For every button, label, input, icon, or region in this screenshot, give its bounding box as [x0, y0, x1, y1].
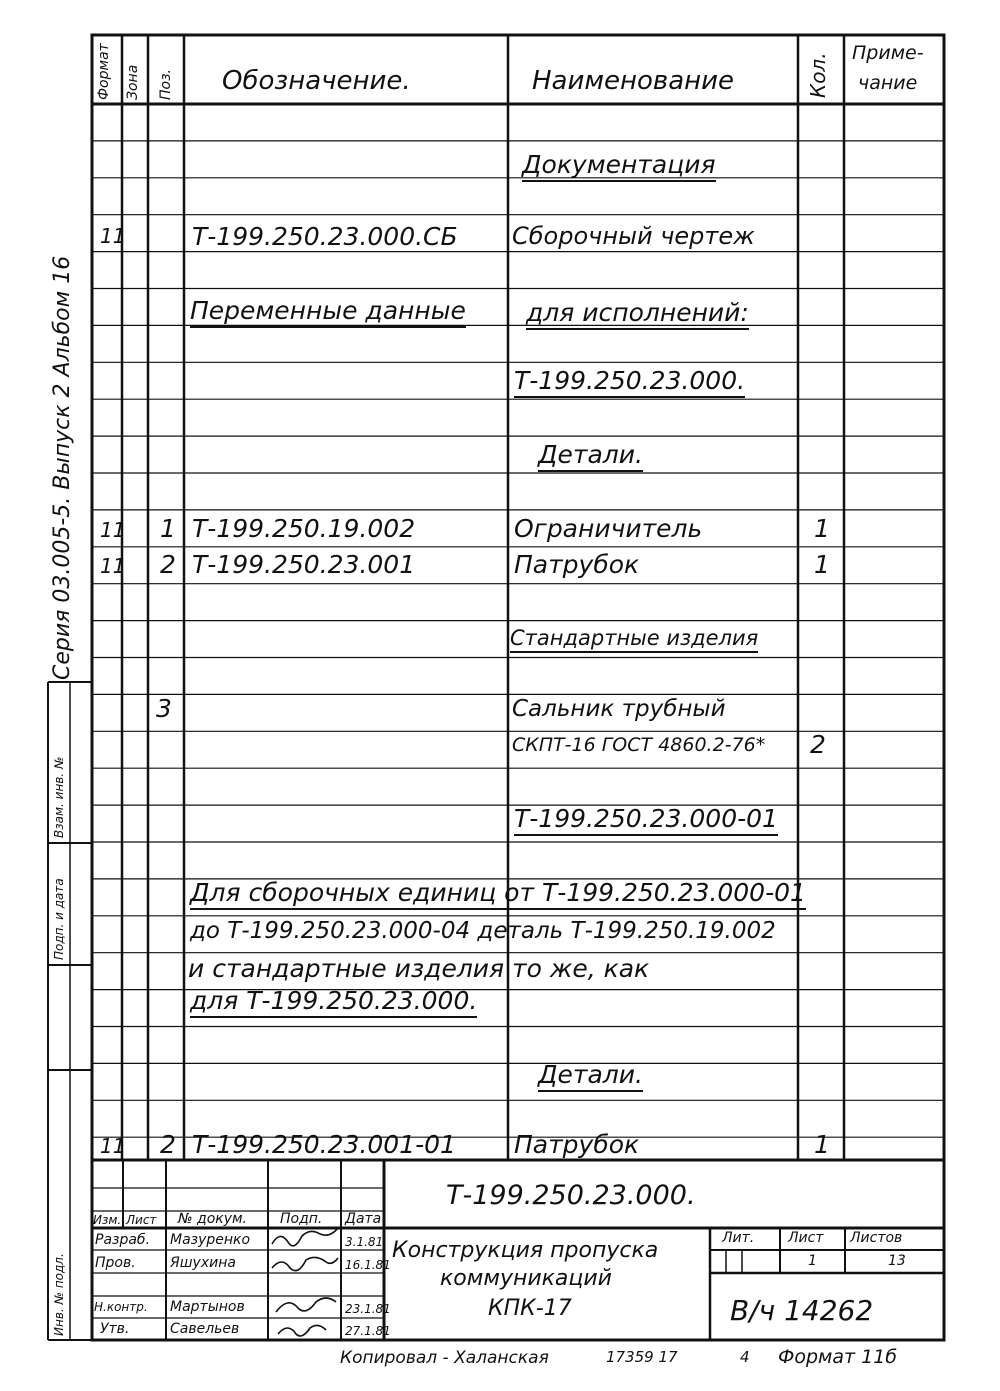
tb-col-date: Дата — [345, 1211, 382, 1227]
tb-col-doc: № докум. — [178, 1211, 248, 1227]
organization-code: В/ч 14262 — [730, 1294, 874, 1327]
last-format: 11 — [100, 1134, 126, 1158]
tb-name-nk: Мартынов — [170, 1299, 245, 1315]
p2-designation: Т-199.250.23.001 — [192, 550, 416, 579]
documentation-heading: Документация — [522, 150, 716, 182]
tb-sheets-label: Листов — [850, 1230, 903, 1246]
tb-role-dev: Разраб. — [95, 1232, 151, 1248]
header-pos: Поз. — [158, 69, 174, 100]
s3-name-2: СКПТ-16 ГОСТ 4860.2-76* — [512, 734, 766, 756]
last-name: Патрубок — [514, 1130, 640, 1159]
footer-num: 17359 17 — [606, 1348, 678, 1366]
tb-lit-label: Лит. — [722, 1230, 755, 1246]
p2-name: Патрубок — [514, 550, 640, 579]
r1-name: Сборочный чертеж — [512, 222, 755, 250]
header-name: Наименование — [532, 66, 735, 96]
p1-qty: 1 — [814, 514, 830, 543]
tb-date-chk: 16.1.81 — [345, 1258, 391, 1272]
tb-name-chk: Яшухина — [170, 1255, 236, 1271]
r1-designation: Т-199.250.23.000.СБ — [192, 222, 458, 251]
product-line-2: коммуникаций — [440, 1266, 612, 1291]
p1-pos: 1 — [160, 514, 176, 543]
parts-heading-2: Детали. — [538, 1060, 643, 1092]
execution-code: Т-199.250.23.000. — [514, 366, 745, 398]
tb-col-list: Лист — [126, 1213, 157, 1227]
product-line-3: КПК-17 — [488, 1296, 572, 1321]
footer-format: Формат 11б — [778, 1346, 898, 1368]
tb-role-chk: Пров. — [95, 1255, 136, 1271]
series-title: Серия 03.005-5. Выпуск 2 Альбом 16 — [50, 255, 75, 680]
signatures — [272, 1228, 338, 1336]
note-line-1: Для сборочных единиц от Т-199.250.23.000-01 — [190, 878, 806, 910]
header-note-1: Приме- — [852, 42, 924, 64]
title-doc-code: Т-199.250.23.000. — [446, 1180, 696, 1211]
variable-data-right: для исполнений: — [526, 298, 749, 330]
last-qty: 1 — [814, 1130, 830, 1159]
tb-date-appr: 27.1.81 — [345, 1324, 391, 1338]
p1-format: 11 — [100, 518, 126, 542]
header-note-2: чание — [858, 72, 918, 94]
standard-items-heading: Стандартные изделия — [510, 626, 758, 653]
header-designation: Обозначение. — [222, 66, 411, 96]
header-zone: Зона — [125, 64, 141, 100]
tb-col-sign: Подп. — [280, 1211, 323, 1227]
tb-sheets-value: 13 — [888, 1253, 906, 1269]
s3-name-1: Сальник трубный — [512, 696, 726, 722]
last-pos: 2 — [160, 1130, 176, 1159]
tb-col-izm: Изм. — [93, 1213, 122, 1227]
header-format: Формат — [96, 43, 112, 100]
note-line-2: до Т-199.250.23.000-04 деталь Т-199.250.19.002 — [190, 918, 776, 944]
s3-qty: 2 — [810, 730, 826, 759]
strip-replace-inv: Взам. инв. № — [52, 756, 66, 838]
p2-qty: 1 — [814, 550, 830, 579]
variable-data-left: Переменные данные — [190, 296, 466, 328]
note-line-3: и стандартные изделия то же, как — [188, 954, 650, 983]
p2-format: 11 — [100, 554, 126, 578]
note-line-4: для Т-199.250.23.000. — [190, 986, 477, 1018]
p1-name: Ограничитель — [514, 514, 703, 543]
strip-sign-date: Подп. и дата — [52, 878, 66, 960]
tb-name-dev: Мазуренко — [170, 1232, 251, 1248]
parts-heading: Детали. — [538, 440, 643, 472]
p1-designation: Т-199.250.19.002 — [192, 514, 416, 543]
tb-date-dev: 3.1.81 — [345, 1235, 384, 1249]
header-qty: Кол. — [806, 52, 830, 98]
tb-sheet-label: Лист — [788, 1230, 824, 1246]
last-designation: Т-199.250.23.001-01 — [192, 1130, 456, 1159]
tb-role-appr: Утв. — [100, 1321, 130, 1337]
execution-code-01: Т-199.250.23.000-01 — [514, 804, 778, 836]
tb-role-nk: Н.контр. — [94, 1300, 148, 1314]
footer-copied: Копировал - Халанская — [340, 1348, 549, 1368]
tb-name-appr: Савельев — [170, 1321, 240, 1337]
s3-pos: 3 — [156, 694, 172, 723]
r1-format: 11 — [100, 224, 126, 248]
footer-page: 4 — [740, 1348, 750, 1366]
strip-inv-orig: Инв. № подл. — [52, 1253, 66, 1336]
tb-date-nk: 23.1.81 — [345, 1302, 391, 1316]
product-line-1: Конструкция пропуска — [392, 1238, 659, 1263]
tb-sheet-value: 1 — [808, 1253, 817, 1269]
p2-pos: 2 — [160, 550, 176, 579]
